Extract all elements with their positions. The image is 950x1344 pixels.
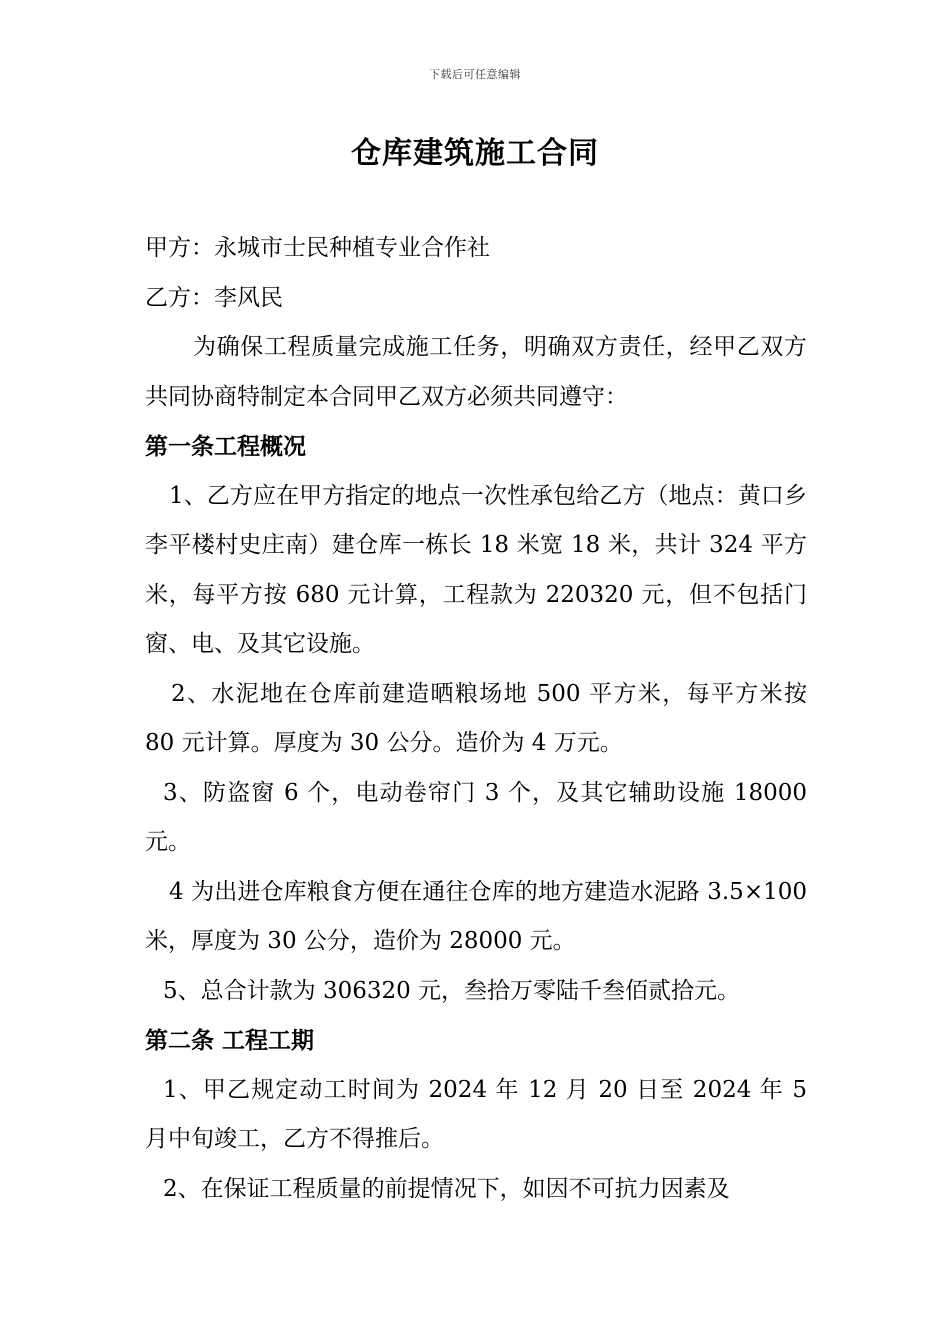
party-a: 甲方：永城市士民种植专业合作社 — [145, 235, 490, 261]
article-2-item-1: 1、甲乙规定动工时间为 2024 年 12 月 20 日至 2024 年 5 月中旬竣工，乙方不得推后。 — [145, 1076, 807, 1152]
article-1-item-5: 5、总合计款为 306320 元，叁拾万零陆千叁佰贰拾元。 — [163, 977, 741, 1004]
party-b: 乙方：李风民 — [145, 284, 283, 311]
document-title: 仓库建筑施工合同 — [351, 136, 599, 171]
article-1-item-2: 2、水泥地在仓库前建造晒粮场地 500 平方米，每平方米按 80 元计算。厚度为 30 公分。造价为 4 万元。 — [145, 680, 807, 756]
article-1-item-1: 1、乙方应在甲方指定的地点一次性承包给乙方（地点：黄口乡李平楼村史庄南）建仓库一栋长 18 米宽 18 米，共计 324 平方米，每平方按 680 元计算，工程款为 220320 元，但不包括门窗、电、及其它设施。 — [145, 482, 807, 657]
article-2-heading: 第二条 工程工期 — [145, 1027, 315, 1054]
article-2-item-2: 2、在保证工程质量的前提情况下，如因不可抗力因素及 — [163, 1175, 730, 1202]
header-note: 下载后可任意编辑 — [429, 68, 521, 81]
article-1-item-4: 4 为出进仓库粮食方便在通往仓库的地方建造水泥路 3.5×100 米，厚度为 30 公分，造价为 28000 元。 — [145, 878, 807, 954]
preamble-paragraph: 为确保工程质量完成施工任务，明确双方责任，经甲乙双方共同协商特制定本合同甲乙双方必须共同遵守： — [145, 334, 807, 410]
document-body — [145, 224, 807, 1214]
article-1-item-3: 3、防盗窗 6 个，电动卷帘门 3 个，及其它辅助设施 18000 元。 — [145, 779, 807, 855]
article-1-heading: 第一条工程概况 — [145, 433, 306, 460]
